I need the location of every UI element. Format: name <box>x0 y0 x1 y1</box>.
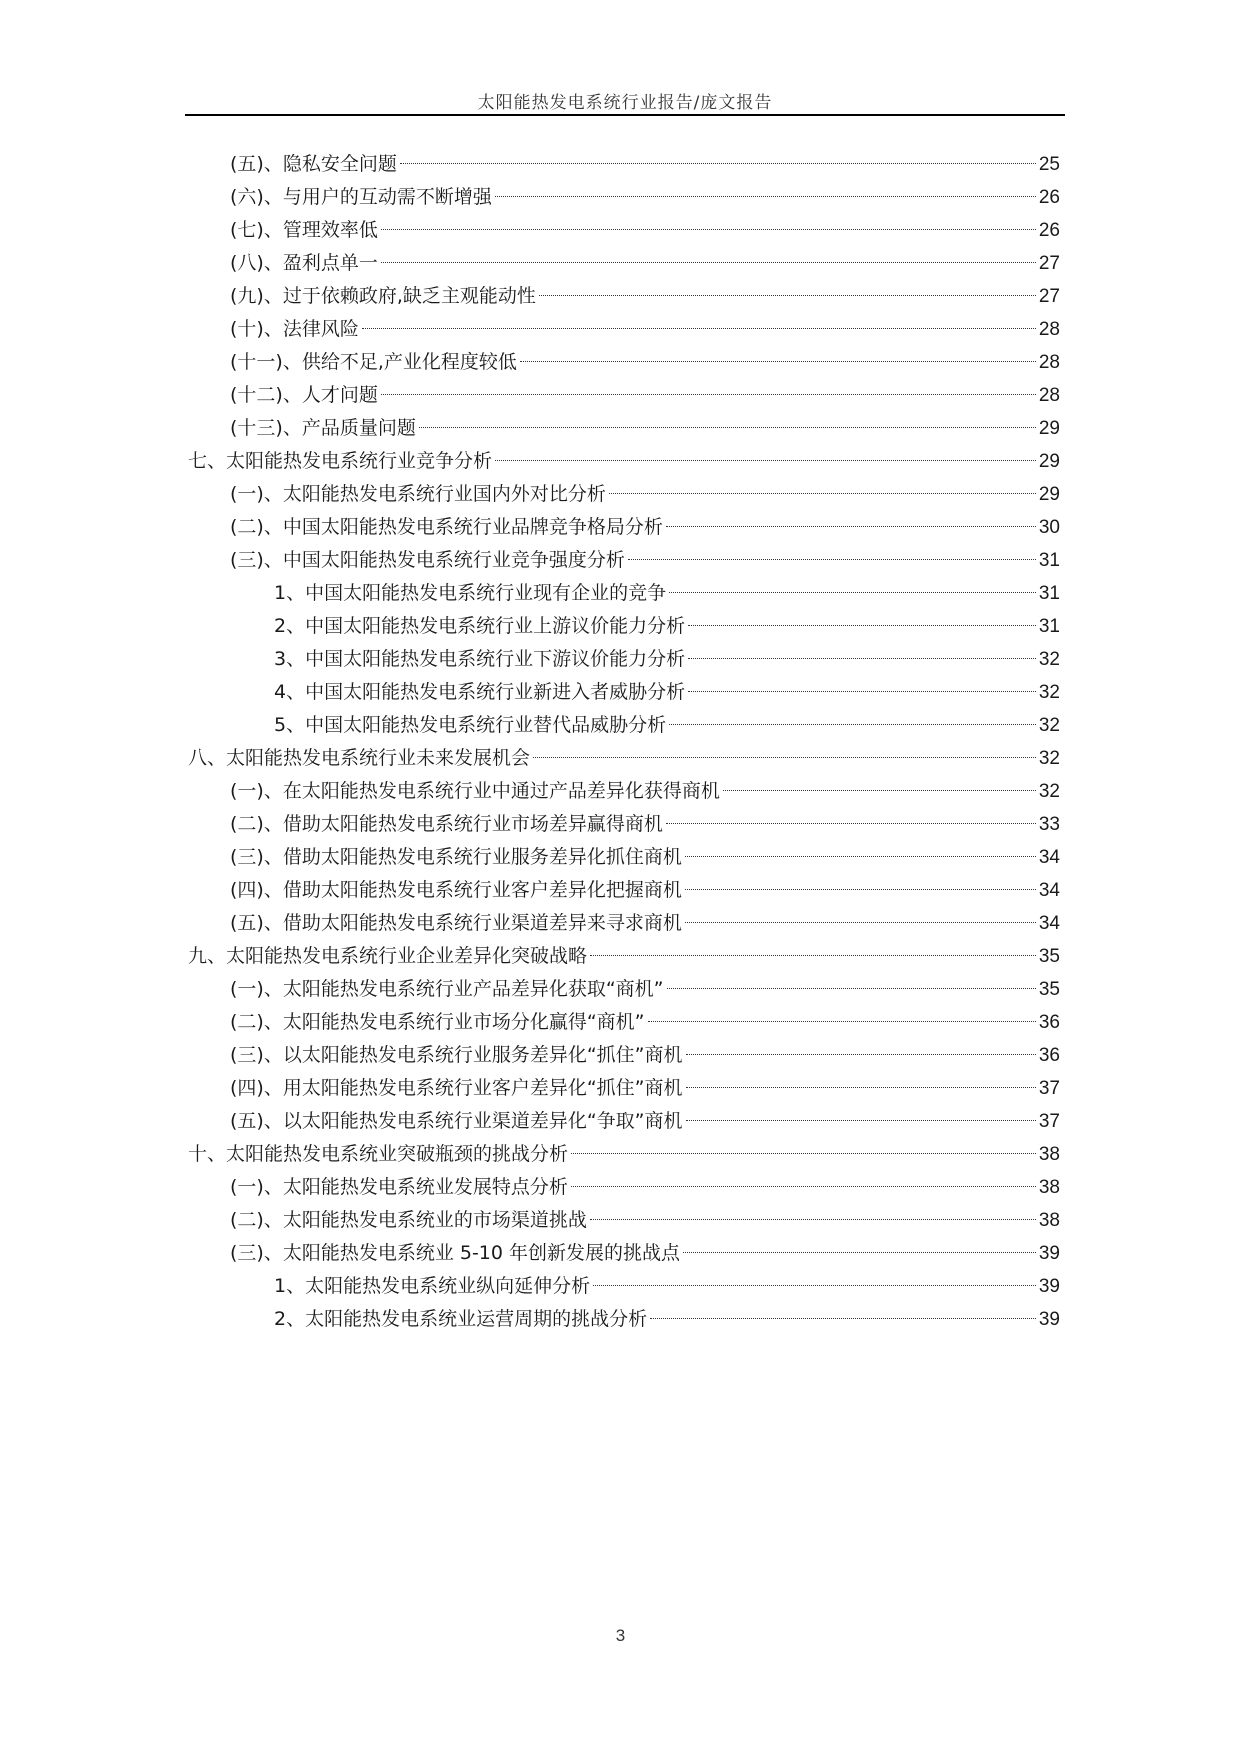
toc-dot-leader <box>667 988 1036 989</box>
toc-entry-title: (三)、以太阳能热发电系统行业服务差异化“抓住”商机 <box>230 1044 683 1066</box>
toc-entry-page: 32 <box>1038 649 1060 670</box>
toc-entry[interactable] <box>230 346 1060 379</box>
toc-entry-page: 35 <box>1038 979 1060 1000</box>
toc-entry-title: 八、太阳能热发电系统行业未来发展机会 <box>188 747 531 769</box>
toc-entry[interactable] <box>274 643 1060 676</box>
toc-entry-title: (三)、太阳能热发电系统业 5-10 年创新发展的挑战点 <box>230 1242 681 1264</box>
toc-entry-title: (三)、借助太阳能热发电系统行业服务差异化抓住商机 <box>230 846 682 868</box>
toc-dot-leader <box>648 1021 1036 1022</box>
header-divider <box>185 114 1065 116</box>
toc-entry-page: 39 <box>1038 1309 1060 1330</box>
toc-entry[interactable] <box>230 874 1060 907</box>
toc-entry-title: (二)、太阳能热发电系统行业市场分化赢得“商机” <box>230 1011 645 1033</box>
toc-entry-page: 31 <box>1038 583 1060 604</box>
toc-entry[interactable] <box>230 1237 1060 1270</box>
toc-entry-title: 3、中国太阳能热发电系统行业下游议价能力分析 <box>274 648 686 670</box>
toc-entry-title: (一)、太阳能热发电系统业发展特点分析 <box>230 1176 568 1198</box>
toc-entry-page: 32 <box>1038 781 1060 802</box>
toc-entry-page: 28 <box>1038 385 1060 406</box>
toc-entry[interactable] <box>230 247 1060 280</box>
toc-entry[interactable] <box>230 280 1060 313</box>
toc-dot-leader <box>628 559 1036 560</box>
toc-entry-page: 28 <box>1038 319 1060 340</box>
toc-dot-leader <box>381 229 1036 230</box>
toc-entry[interactable] <box>230 181 1060 214</box>
toc-entry-title: 1、太阳能热发电系统业纵向延伸分析 <box>274 1275 591 1297</box>
toc-dot-leader <box>686 1087 1036 1088</box>
toc-entry[interactable] <box>274 709 1060 742</box>
toc-dot-leader <box>539 295 1036 296</box>
toc-dot-leader <box>593 1285 1036 1286</box>
toc-entry-title: (十一)、供给不足,产业化程度较低 <box>230 351 517 373</box>
toc-entry-title: 5、中国太阳能热发电系统行业替代品威胁分析 <box>274 714 667 736</box>
page-number: 3 <box>615 1626 626 1645</box>
toc-entry-title: (三)、中国太阳能热发电系统行业竞争强度分析 <box>230 549 625 571</box>
toc-entry-page: 25 <box>1038 154 1060 175</box>
toc-entry[interactable] <box>230 379 1060 412</box>
toc-entry[interactable] <box>230 1105 1060 1138</box>
toc-dot-leader <box>686 1054 1036 1055</box>
toc-entry-page: 26 <box>1038 187 1060 208</box>
toc-entry-title: 九、太阳能热发电系统行业企业差异化突破战略 <box>188 945 588 967</box>
toc-entry-page: 29 <box>1038 451 1060 472</box>
toc-entry[interactable] <box>188 940 1060 973</box>
toc-dot-leader <box>419 427 1036 428</box>
toc-entry[interactable] <box>230 1039 1060 1072</box>
toc-entry-page: 33 <box>1038 814 1060 835</box>
toc-entry-page: 26 <box>1038 220 1060 241</box>
toc-entry[interactable] <box>230 1204 1060 1237</box>
toc-entry-page: 38 <box>1038 1210 1060 1231</box>
toc-dot-leader <box>571 1186 1036 1187</box>
toc-dot-leader <box>381 394 1036 395</box>
toc-entry-page: 31 <box>1038 550 1060 571</box>
toc-entry[interactable] <box>230 1072 1060 1105</box>
toc-entry-page: 34 <box>1038 847 1060 868</box>
toc-dot-leader <box>533 757 1036 758</box>
toc-entry-page: 37 <box>1038 1078 1060 1099</box>
toc-entry-title: (五)、借助太阳能热发电系统行业渠道差异来寻求商机 <box>230 912 682 934</box>
toc-entry-title: (六)、与用户的互动需不断增强 <box>230 186 492 208</box>
toc-dot-leader <box>683 1252 1036 1253</box>
toc-entry-page: 37 <box>1038 1111 1060 1132</box>
toc-entry-title: 十、太阳能热发电系统业突破瓶颈的挑战分析 <box>188 1143 569 1165</box>
toc-entry[interactable] <box>274 1270 1060 1303</box>
toc-entry-page: 36 <box>1038 1045 1060 1066</box>
toc-entry-page: 32 <box>1038 715 1060 736</box>
toc-entry-page: 35 <box>1038 946 1060 967</box>
toc-dot-leader <box>381 262 1036 263</box>
toc-entry-page: 32 <box>1038 682 1060 703</box>
toc-entry-title: 1、中国太阳能热发电系统行业现有企业的竞争 <box>274 582 667 604</box>
toc-entry-title: 4、中国太阳能热发电系统行业新进入者威胁分析 <box>274 681 686 703</box>
toc-entry-page: 29 <box>1038 418 1060 439</box>
toc-dot-leader <box>666 823 1036 824</box>
toc-dot-leader <box>688 691 1036 692</box>
toc-entry-title: (七)、管理效率低 <box>230 219 378 241</box>
toc-dot-leader <box>571 1153 1036 1154</box>
toc-dot-leader <box>400 163 1036 164</box>
toc-entry-page: 28 <box>1038 352 1060 373</box>
toc-entry[interactable] <box>230 214 1060 247</box>
toc-entry-page: 31 <box>1038 616 1060 637</box>
toc-entry-title: (十二)、人才问题 <box>230 384 378 406</box>
toc-entry-title: (八)、盈利点单一 <box>230 252 378 274</box>
toc-dot-leader <box>685 856 1036 857</box>
toc-entry[interactable] <box>274 610 1060 643</box>
toc-entry-page: 36 <box>1038 1012 1060 1033</box>
toc-entry-page: 34 <box>1038 913 1060 934</box>
toc-entry-page: 32 <box>1038 748 1060 769</box>
toc-dot-leader <box>686 1120 1036 1121</box>
toc-entry-page: 29 <box>1038 484 1060 505</box>
toc-dot-leader <box>723 790 1036 791</box>
toc-entry-title: (二)、借助太阳能热发电系统行业市场差异赢得商机 <box>230 813 663 835</box>
toc-dot-leader <box>590 955 1036 956</box>
toc-dot-leader <box>685 922 1036 923</box>
toc-entry-title: (九)、过于依赖政府,缺乏主观能动性 <box>230 285 536 307</box>
table-of-contents <box>0 148 1241 1336</box>
toc-entry[interactable] <box>230 412 1060 445</box>
toc-entry-title: (五)、以太阳能热发电系统行业渠道差异化“争取”商机 <box>230 1110 683 1132</box>
toc-entry[interactable] <box>230 973 1060 1006</box>
toc-entry[interactable] <box>230 808 1060 841</box>
toc-entry[interactable] <box>230 907 1060 940</box>
toc-entry-page: 27 <box>1038 286 1060 307</box>
toc-entry-title: 七、太阳能热发电系统行业竞争分析 <box>188 450 493 472</box>
toc-entry-title: (四)、用太阳能热发电系统行业客户差异化“抓住”商机 <box>230 1077 683 1099</box>
toc-entry-title: (一)、太阳能热发电系统行业国内外对比分析 <box>230 483 606 505</box>
toc-dot-leader <box>666 526 1036 527</box>
toc-entry-title: 2、太阳能热发电系统业运营周期的挑战分析 <box>274 1308 648 1330</box>
toc-entry[interactable] <box>274 1303 1060 1336</box>
toc-dot-leader <box>362 328 1036 329</box>
toc-entry[interactable] <box>230 841 1060 874</box>
toc-dot-leader <box>688 658 1036 659</box>
toc-dot-leader <box>609 493 1036 494</box>
toc-entry[interactable] <box>230 1171 1060 1204</box>
toc-entry[interactable] <box>230 313 1060 346</box>
running-header: 太阳能热发电系统行业报告/庞文报告 <box>477 93 773 113</box>
toc-entry-page: 38 <box>1038 1144 1060 1165</box>
toc-entry-page: 39 <box>1038 1276 1060 1297</box>
toc-entry[interactable] <box>188 445 1060 478</box>
toc-entry-page: 30 <box>1038 517 1060 538</box>
toc-entry[interactable] <box>230 148 1060 181</box>
toc-entry[interactable] <box>188 1138 1060 1171</box>
toc-dot-leader <box>495 460 1036 461</box>
toc-dot-leader <box>495 196 1036 197</box>
toc-entry-title: (二)、太阳能热发电系统业的市场渠道挑战 <box>230 1209 587 1231</box>
toc-dot-leader <box>650 1318 1036 1319</box>
toc-dot-leader <box>688 625 1036 626</box>
toc-entry-title: 2、中国太阳能热发电系统行业上游议价能力分析 <box>274 615 686 637</box>
toc-entry[interactable] <box>230 478 1060 511</box>
toc-entry-title: (十三)、产品质量问题 <box>230 417 416 439</box>
toc-entry-page: 27 <box>1038 253 1060 274</box>
toc-entry[interactable] <box>230 511 1060 544</box>
toc-entry[interactable] <box>274 676 1060 709</box>
toc-dot-leader <box>590 1219 1036 1220</box>
toc-entry-page: 39 <box>1038 1243 1060 1264</box>
toc-entry[interactable] <box>230 775 1060 808</box>
toc-entry-page: 38 <box>1038 1177 1060 1198</box>
toc-entry-title: (一)、在太阳能热发电系统行业中通过产品差异化获得商机 <box>230 780 720 802</box>
toc-dot-leader <box>669 724 1036 725</box>
toc-entry-title: (二)、中国太阳能热发电系统行业品牌竞争格局分析 <box>230 516 663 538</box>
toc-entry-title: (十)、法律风险 <box>230 318 359 340</box>
toc-entry-title: (四)、借助太阳能热发电系统行业客户差异化把握商机 <box>230 879 682 901</box>
toc-entry[interactable] <box>274 577 1060 610</box>
toc-entry[interactable] <box>230 1006 1060 1039</box>
toc-dot-leader <box>685 889 1036 890</box>
toc-dot-leader <box>520 361 1036 362</box>
toc-entry[interactable] <box>188 742 1060 775</box>
toc-entry-page: 34 <box>1038 880 1060 901</box>
toc-entry-title: (一)、太阳能热发电系统行业产品差异化获取“商机” <box>230 978 664 1000</box>
toc-dot-leader <box>669 592 1036 593</box>
toc-entry-title: (五)、隐私安全问题 <box>230 153 397 175</box>
toc-entry[interactable] <box>230 544 1060 577</box>
